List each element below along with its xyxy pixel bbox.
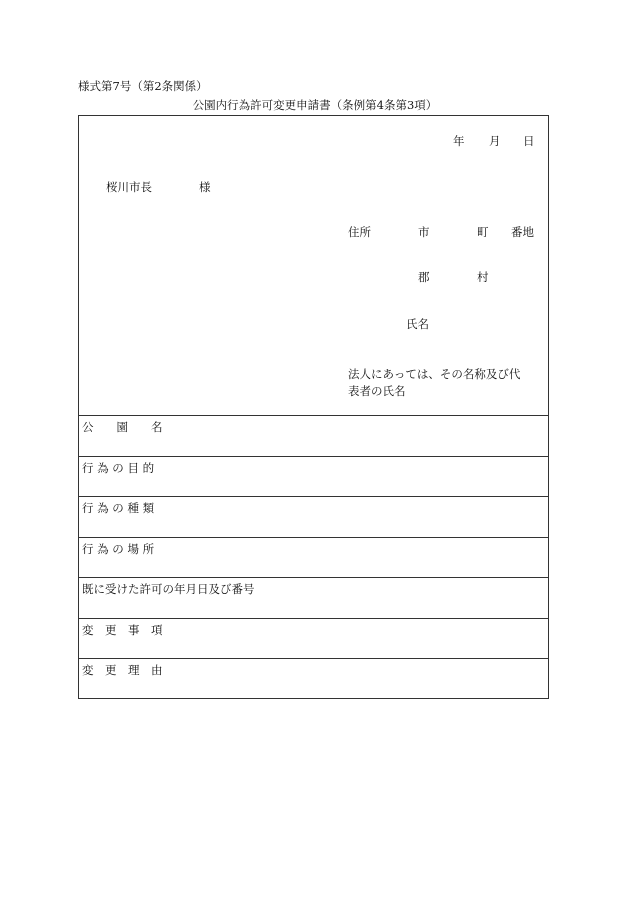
date-day-label: 日 — [523, 134, 535, 148]
change-reason-label: 変 更 理 由 — [82, 663, 163, 677]
address-city-label: 市 — [418, 225, 430, 239]
date-month-label: 月 — [489, 134, 501, 148]
row-location — [79, 537, 548, 578]
addressee-honorific: 様 — [199, 180, 211, 194]
address-village-label: 村 — [477, 270, 489, 284]
address-gun-label: 郡 — [418, 270, 430, 284]
row-park-name — [79, 415, 548, 456]
address-banchi-label: 番地 — [511, 225, 534, 239]
park-name-label: 公 園 名 — [82, 420, 163, 434]
row-purpose — [79, 456, 548, 497]
address-town-label: 町 — [477, 225, 489, 239]
row-previous-permit — [79, 577, 548, 618]
corporate-note: 法人にあっては、その名称及び代表者の氏名 — [348, 367, 521, 398]
addressee-name: 桜川市長 — [106, 180, 152, 194]
address-label: 住所 — [348, 225, 371, 239]
application-form-table — [78, 115, 549, 699]
row-change-items — [79, 618, 548, 659]
applicant-name-label: 氏名 — [406, 317, 429, 331]
row-change-reason — [79, 658, 548, 699]
date-year-label: 年 — [453, 134, 465, 148]
row-type — [79, 496, 548, 537]
location-label: 行 為 の 場 所 — [82, 542, 155, 556]
type-label: 行 為 の 種 類 — [82, 501, 155, 515]
form-number: 様式第7号（第2条関係） — [78, 79, 208, 93]
previous-permit-label: 既に受けた許可の年月日及び番号 — [82, 582, 255, 596]
form-title: 公園内行為許可変更申請書（条例第4条第3項） — [192, 98, 438, 112]
applicant-header-section — [79, 116, 548, 416]
change-items-label: 変 更 事 項 — [82, 623, 163, 637]
purpose-label: 行 為 の 目 的 — [82, 461, 155, 475]
